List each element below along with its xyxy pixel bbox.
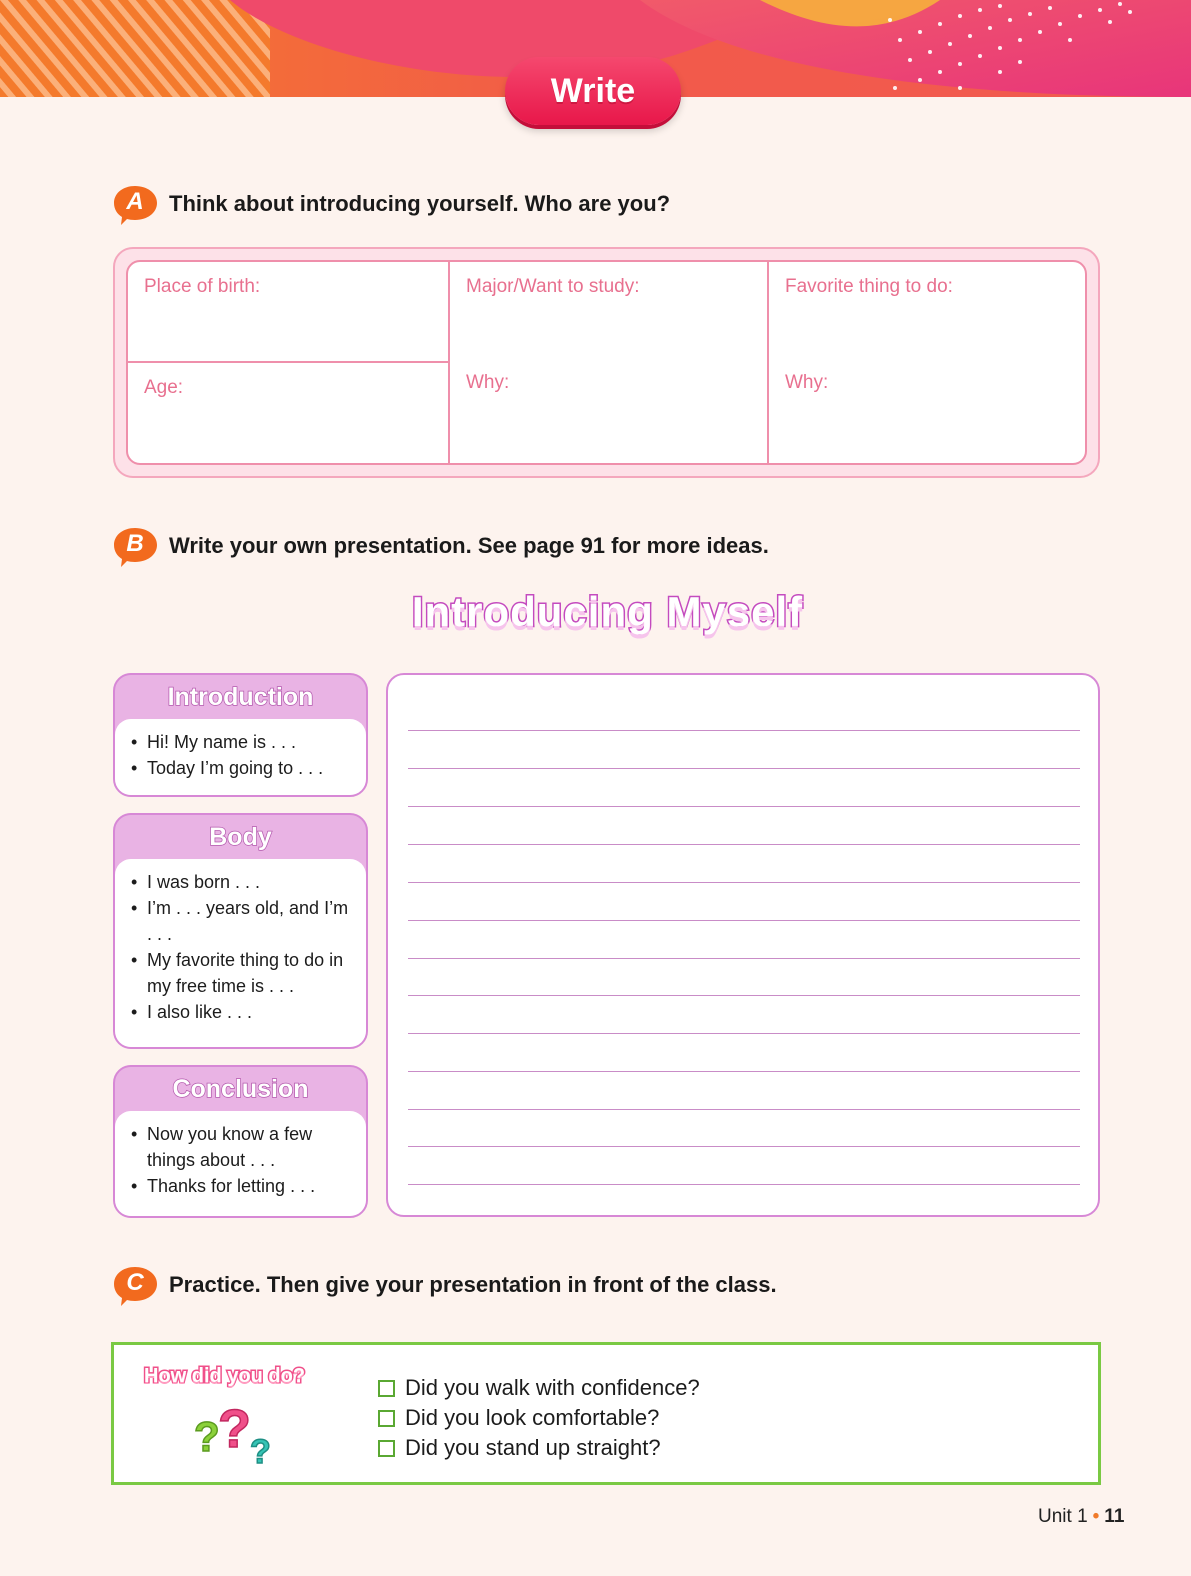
major-why-label: Why: <box>466 372 510 393</box>
introduction-heading: Introduction <box>167 682 314 711</box>
favorite-why-label: Why: <box>785 372 829 393</box>
section-a-badge <box>113 184 159 224</box>
age-label: Age: <box>144 377 184 398</box>
unit-label: Unit 1 <box>1038 1506 1088 1527</box>
section-c-heading <box>113 1265 777 1305</box>
writing-line <box>408 1071 1080 1072</box>
favorite-why-field[interactable] <box>769 358 1087 463</box>
place-of-birth-field[interactable] <box>128 262 448 361</box>
list-item: • Now you know a few things about . . . <box>129 1121 356 1173</box>
writing-line <box>408 995 1080 996</box>
age-field[interactable] <box>128 363 448 463</box>
writing-line <box>408 1109 1080 1110</box>
list-item: • I’m . . . years old, and I’m . . . <box>129 895 356 947</box>
writing-line <box>408 806 1080 807</box>
profile-table-inner <box>126 260 1087 465</box>
list-item: • My favorite thing to do in my free time is . . . <box>129 947 356 999</box>
writing-line <box>408 1146 1080 1147</box>
major-field[interactable] <box>450 262 767 358</box>
section-b-letter: B <box>126 530 144 557</box>
writing-line <box>408 844 1080 845</box>
writing-line <box>408 920 1080 921</box>
writing-line <box>408 1033 1080 1034</box>
list-item: • Thanks for letting . . . <box>129 1173 356 1199</box>
question-marks-icon <box>194 1393 284 1468</box>
section-a-letter: A <box>126 188 144 215</box>
checkbox[interactable] <box>378 1440 395 1457</box>
self-check-heading: How did you do? <box>144 1365 306 1387</box>
check-item[interactable] <box>378 1433 700 1463</box>
write-tab-label: Write <box>505 57 681 125</box>
list-item: • I was born . . . <box>129 869 356 895</box>
body-body <box>115 859 366 1049</box>
writing-line <box>408 958 1080 959</box>
section-c-badge <box>113 1265 159 1305</box>
svg-text:?: ? <box>218 1399 251 1459</box>
writing-line <box>408 1184 1080 1185</box>
check-label: Did you stand up straight? <box>405 1435 661 1460</box>
major-label: Major/Want to study: <box>466 276 640 297</box>
profile-table <box>113 247 1100 478</box>
svg-text:?: ? <box>250 1433 271 1468</box>
introduction-card <box>113 673 368 797</box>
check-item[interactable] <box>378 1373 700 1403</box>
section-c-instruction: Practice. Then give your presentation in front of the class. <box>169 1272 777 1297</box>
self-check-box <box>111 1342 1101 1485</box>
major-why-field[interactable] <box>450 358 767 463</box>
writing-line <box>408 768 1080 769</box>
check-item[interactable] <box>378 1403 700 1433</box>
writing-line <box>408 730 1080 731</box>
bullet-dot-icon: • <box>1092 1506 1100 1527</box>
checkbox[interactable] <box>378 1410 395 1427</box>
section-b-heading <box>113 526 769 566</box>
section-a-heading <box>113 184 670 224</box>
page-footer <box>1038 1506 1124 1528</box>
self-check-list <box>378 1373 700 1463</box>
body-card <box>113 813 368 1049</box>
list-item: • Hi! My name is . . . <box>129 729 356 755</box>
svg-text:?: ? <box>194 1413 220 1460</box>
favorite-field[interactable] <box>769 262 1087 358</box>
conclusion-body <box>115 1111 366 1218</box>
section-a-instruction: Think about introducing yourself. Who are you? <box>169 191 671 216</box>
list-item: • Today I’m going to . . . <box>129 755 356 781</box>
check-label: Did you look comfortable? <box>405 1405 660 1430</box>
section-c-letter: C <box>126 1269 144 1296</box>
section-b-instruction: Write your own presentation. See page 91 for more ideas. <box>169 533 769 558</box>
conclusion-heading: Conclusion <box>172 1074 309 1103</box>
introduction-body <box>115 719 366 797</box>
conclusion-card <box>113 1065 368 1218</box>
favorite-label: Favorite thing to do: <box>785 276 953 297</box>
check-label: Did you walk with confidence? <box>405 1375 700 1400</box>
writing-line <box>408 882 1080 883</box>
presentation-title: Introducing Myself <box>411 588 804 635</box>
writing-area[interactable] <box>386 673 1100 1217</box>
list-item: • I also like . . . <box>129 999 356 1025</box>
body-heading: Body <box>209 822 272 851</box>
section-b-badge <box>113 526 159 566</box>
page-number: 11 <box>1104 1506 1125 1527</box>
place-of-birth-label: Place of birth: <box>144 276 261 297</box>
checkbox[interactable] <box>378 1380 395 1397</box>
